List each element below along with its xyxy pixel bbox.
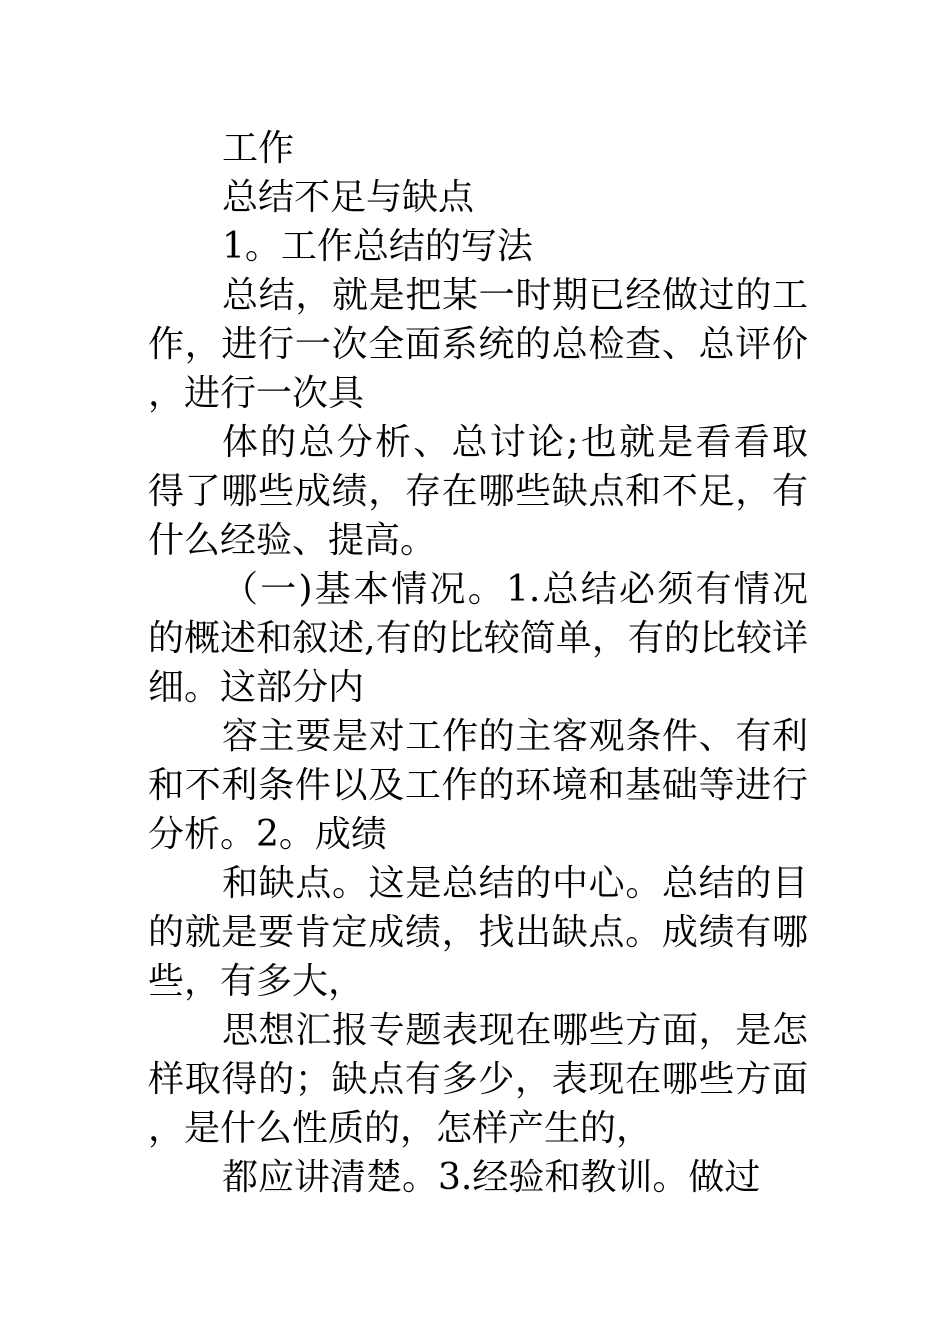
- paragraph-lessons: 都应讲清楚。3.经验和教训。做过: [222, 1157, 761, 1198]
- paragraph-thought-report: 思想汇报专题表现在哪些方面，是怎样取得的；缺点有多少，表现在哪些方面，是什么性质的，怎样产生的，: [148, 1010, 808, 1149]
- paragraph-definition: 总结，就是把某一时期已经做过的工作，进行一次全面系统的总检查、总评价，进行一次具: [148, 275, 808, 414]
- paragraph-achievements: 和缺点。这是总结的中心。总结的目的就是要肯定成绩，找出缺点。成绩有哪些，有多大，: [148, 863, 808, 1002]
- paragraph-conditions: 容主要是对工作的主客观条件、有利和不利条件以及工作的环境和基础等进行分析。2。成绩: [148, 716, 808, 855]
- paragraph-analysis: 体的总分析、总讨论;也就是看看取得了哪些成绩，存在哪些缺点和不足，有什么经验、提高。: [148, 422, 808, 561]
- document-body: [148, 124, 808, 1202]
- paragraph-heading-shortcomings: 总结不足与缺点: [222, 177, 475, 218]
- paragraph-section-title: 1。工作总结的写法: [222, 226, 533, 267]
- paragraph-heading-work: 工作: [222, 128, 295, 169]
- paragraph-basic-situation: （一)基本情况。1.总结必须有情况的概述和叙述,有的比较简单，有的比较详细。这部分内: [148, 569, 808, 708]
